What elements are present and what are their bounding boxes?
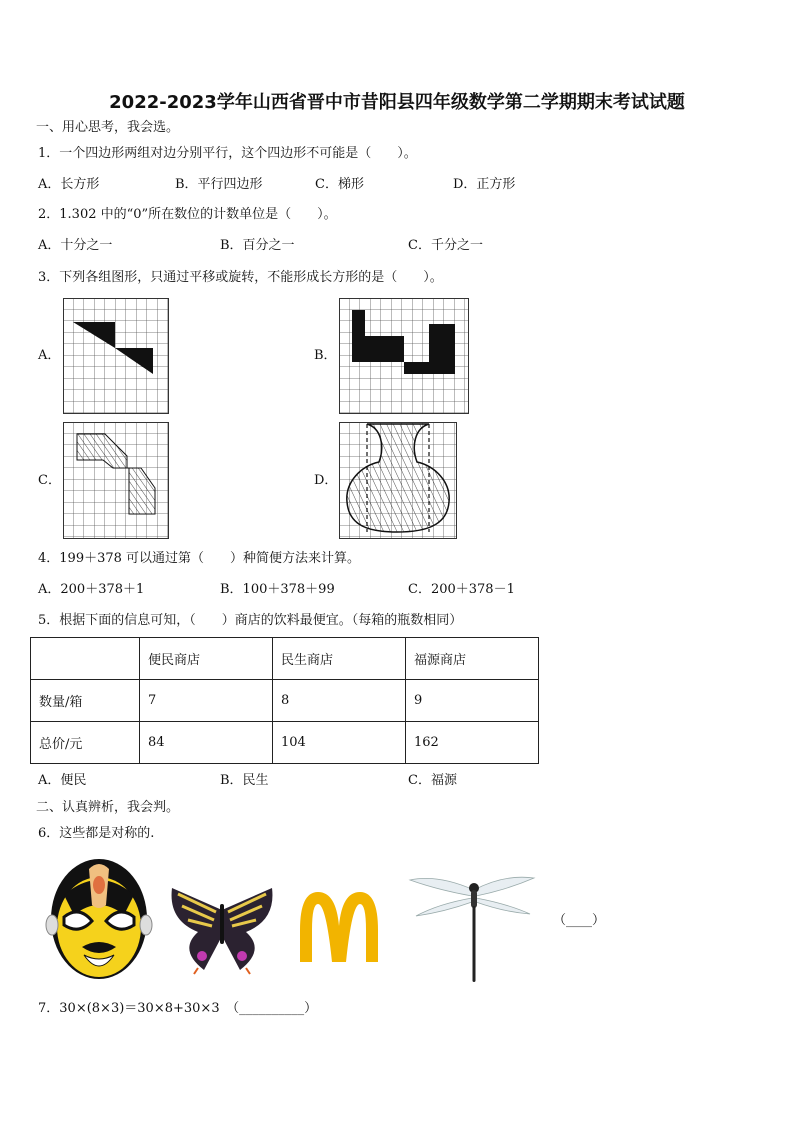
section-2-heading: 二、认真辨析，我会判。 — [36, 800, 180, 815]
table-cell: 数量/箱 — [31, 680, 140, 722]
table-header-cell — [31, 638, 140, 680]
opera-mask-image — [44, 855, 154, 983]
q2-option-b: B．百分之一 — [220, 238, 295, 253]
table-header-cell: 福源商店 — [406, 638, 539, 680]
dragonfly-image — [408, 868, 536, 984]
q2-stem: 2．1.302 中的“0”所在数位的计数单位是（ ）。 — [38, 207, 337, 222]
butterfly-image — [168, 880, 276, 976]
table-cell: 84 — [140, 722, 273, 764]
table-cell: 162 — [406, 722, 539, 764]
table-cell: 104 — [273, 722, 406, 764]
q1-option-c: C．梯形 — [315, 177, 364, 192]
mcdonalds-logo-image — [296, 890, 382, 964]
table-row — [31, 722, 539, 764]
grid-figure-a — [63, 298, 170, 414]
table-cell: 总价/元 — [31, 722, 140, 764]
q1-stem: 1．一个四边形两组对边分别平行，这个四边形不可能是（ ）。 — [38, 146, 417, 161]
page-title: 2022-2023学年山西省晋中市昔阳县四年级数学第二学期期末考试试题 — [109, 92, 685, 113]
q1-option-d: D．正方形 — [453, 177, 516, 192]
q5-option-a: A．便民 — [38, 773, 87, 788]
q6-answer-blank[interactable]: （____） — [553, 913, 606, 928]
q4-option-b: B．100＋378＋99 — [220, 582, 335, 597]
table-header-cell: 民生商店 — [273, 638, 406, 680]
q5-option-b: B．民生 — [220, 773, 269, 788]
table-cell: 7 — [140, 680, 273, 722]
table-cell: 9 — [406, 680, 539, 722]
q4-stem: 4．199＋378 可以通过第（ ）种简便方法来计算。 — [38, 551, 361, 566]
q4-option-c: C．200＋378－1 — [408, 582, 515, 597]
q3-option-d: D． — [314, 473, 338, 488]
q5-option-c: C．福源 — [408, 773, 457, 788]
q2-option-c: C．千分之一 — [408, 238, 483, 253]
q1-option-a: A．长方形 — [38, 177, 100, 192]
table-header-row — [31, 638, 539, 680]
q2-option-a: A．十分之一 — [38, 238, 113, 253]
grid-figure-b — [339, 298, 470, 414]
table-cell: 8 — [273, 680, 406, 722]
store-price-table — [30, 637, 539, 764]
q7-stem: 7．30×(8×3)＝30×8+30×3 （__________） — [38, 1001, 318, 1016]
table-row — [31, 680, 539, 722]
q3-option-b: B． — [314, 348, 337, 363]
q3-option-a: A． — [38, 348, 61, 363]
q3-option-c: C． — [38, 473, 61, 488]
q3-stem: 3．下列各组图形，只通过平移或旋转，不能形成长方形的是（ ）。 — [38, 270, 443, 285]
table-header-cell: 便民商店 — [140, 638, 273, 680]
grid-figure-c — [63, 422, 170, 540]
grid-figure-d — [339, 422, 459, 540]
q5-stem: 5．根据下面的信息可知，（ ）商店的饮料最便宜。（每箱的瓶数相同） — [38, 613, 463, 628]
q1-option-b: B．平行四边形 — [175, 177, 263, 192]
section-1-heading: 一、用心思考，我会选。 — [36, 120, 180, 135]
q6-stem: 6．这些都是对称的. — [38, 826, 155, 841]
q4-option-a: A．200＋378＋1 — [38, 582, 145, 597]
